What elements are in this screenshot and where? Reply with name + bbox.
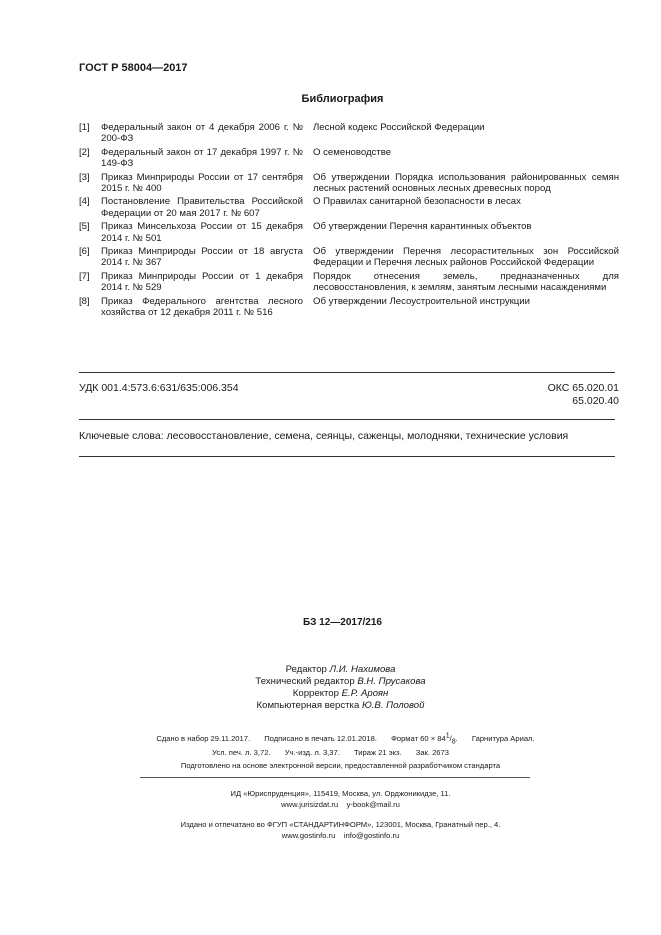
bibliography-number: [4] xyxy=(79,196,90,208)
bibliography-document-title: Об утверждении Перечня карантинных объектов xyxy=(313,221,532,233)
bibliography-document-title: Лесной кодекс Российской Федерации xyxy=(313,122,485,133)
staff-role: Технический редактор xyxy=(255,676,355,687)
bibliography-number: [1] xyxy=(79,122,90,133)
format-fraction-numerator: 1 xyxy=(445,732,450,739)
format-value: Формат 60 × 84 xyxy=(391,733,446,743)
staff-line xyxy=(20,676,661,688)
copies-count: Тираж 21 экз. xyxy=(353,748,402,758)
bibliography-source: Федеральный закон от 4 декабря 2006 г. № 200-ФЗ xyxy=(101,122,303,145)
staff-role: Компьютерная верстка xyxy=(256,700,360,711)
staff-name: В.Н. Прусакова xyxy=(357,676,426,687)
bibliography-source: Приказ Федерального агентства лесного хозяйства от 12 декабря 2011 г. № 516 xyxy=(101,295,303,319)
bibliography-item xyxy=(79,271,619,294)
signed-date: Подписано в печать 12.01.2018. xyxy=(264,733,377,743)
bibliography-item xyxy=(79,172,619,195)
bibliography-title: Библиография xyxy=(301,93,384,105)
staff-line xyxy=(20,664,661,676)
printer-imprint xyxy=(0,819,661,841)
printer-website[interactable]: www.gostinfo.ru xyxy=(281,831,336,840)
bibliography-number: [6] xyxy=(79,246,90,258)
staff-line xyxy=(20,700,661,712)
format-fraction-denominator: 8 xyxy=(451,738,456,746)
publication-line-1 xyxy=(30,730,661,747)
publisher-email[interactable]: y-book@mail.ru xyxy=(346,800,400,809)
publisher-line: ИД «Юриспруденция», 115419, Москва, ул. Орджоникидзе, 11. xyxy=(230,789,451,798)
bibliography-item xyxy=(79,296,619,319)
bibliography-source: Приказ Минприроды России от 17 сентября 2015 г. № 400 xyxy=(101,171,303,195)
bibliography-item xyxy=(79,147,619,170)
staff-credits xyxy=(0,664,661,712)
bibliography-source: Приказ Минсельхоза России от 15 декабря 2014 г. № 501 xyxy=(101,221,303,244)
divider-keywords xyxy=(79,456,615,457)
oks-codes xyxy=(548,382,619,408)
print-format: Формат $60 \times 84^1/_8$. xyxy=(391,732,458,746)
publisher-sheets: Уч.-изд. л. 3,37. xyxy=(284,748,340,758)
sent-date: Сдано в набор 29.11.2017. xyxy=(156,733,251,743)
bibliography-list xyxy=(79,122,619,321)
bibliography-number: [8] xyxy=(79,295,90,307)
keywords: Ключевые слова: лесовосстановление, семена, сеянцы, саженцы, молодняки, технические условия xyxy=(79,430,569,442)
bibliography-document-title: Об утверждении Порядка использования районированных семян лесных растений основных лесных древесных пород xyxy=(313,171,619,195)
divider-top xyxy=(79,372,615,373)
printer-contacts xyxy=(20,830,661,841)
bibliography-number: [7] xyxy=(79,270,90,282)
bibliography-number: [3] xyxy=(79,171,90,183)
bibliography-number: [2] xyxy=(79,146,90,158)
bibliography-document-title: Об утверждении Лесоустроительной инструкции xyxy=(313,295,531,307)
order-number: Зак. 2673 xyxy=(415,748,449,758)
divider-middle xyxy=(79,419,615,420)
staff-name: Л.И. Нахимова xyxy=(329,664,396,675)
bibliography-source: Приказ Минприроды России от 1 декабря 2014 г. № 529 xyxy=(101,270,303,294)
udk-code: УДК 001.4:573.6:631/635:006.354 xyxy=(79,382,239,394)
bibliography-item xyxy=(79,122,619,145)
printer-email[interactable]: info@gostinfo.ru xyxy=(343,831,400,840)
bibliography-document-title: Об утверждении Перечня лесорастительных зон Российской Федерации и Перечня лесных районов Российской Федерации xyxy=(313,246,619,269)
staff-name: Ю.В. Половой xyxy=(361,700,425,711)
bibliography-document-title: Порядок отнесения земель, предназначенных для лесовосстановления, к землям, занятым лесными насаждениями xyxy=(313,270,619,294)
bibliography-document-title: О Правилах санитарной безопасности в лесах xyxy=(313,196,521,208)
bibliography-item xyxy=(79,221,619,244)
staff-name: Е.Р. Ароян xyxy=(341,688,389,699)
document-header: ГОСТ Р 58004—2017 xyxy=(79,62,188,74)
typeface: Гарнитура Ариал. xyxy=(471,733,535,743)
publication-line-2 xyxy=(30,747,661,758)
publication-details xyxy=(0,730,661,758)
bibliography-source: Постановление Правительства Российской Федерации от 20 мая 2017 г. № 607 xyxy=(101,196,303,219)
bibliography-source: Приказ Минприроды России от 18 августа 2014 г. № 367 xyxy=(101,246,303,269)
bibliography-item xyxy=(79,246,619,269)
prepared-note: Подготовлено на основе электронной версии, предоставленной разработчиком стандарта xyxy=(180,761,501,770)
divider-imprint xyxy=(140,777,530,778)
staff-line xyxy=(20,688,661,700)
publisher-website[interactable]: www.jurisizdat.ru xyxy=(281,800,339,809)
publisher-contacts xyxy=(20,799,661,810)
bibliography-document-title: О семеноводстве xyxy=(313,146,392,158)
bibliography-number: [5] xyxy=(79,221,90,233)
oks-code-2: 65.020.40 xyxy=(572,395,619,407)
print-sheets: Усл. печ. л. 3,72. xyxy=(212,748,271,758)
oks-code-1: ОКС 65.020.01 xyxy=(547,382,619,394)
publisher-imprint xyxy=(0,788,661,810)
bz-number: БЗ 12—2017/216 xyxy=(303,617,382,628)
printer-line: Издано и отпечатано во ФГУП «СТАНДАРТИНФОРМ», 123001, Москва, Гранатный пер., 4. xyxy=(180,820,501,829)
staff-role: Корректор xyxy=(292,688,339,699)
bibliography-source: Федеральный закон от 17 декабря 1997 г. № 149-ФЗ xyxy=(101,146,303,170)
bibliography-item xyxy=(79,196,619,219)
staff-role: Редактор xyxy=(285,664,327,675)
